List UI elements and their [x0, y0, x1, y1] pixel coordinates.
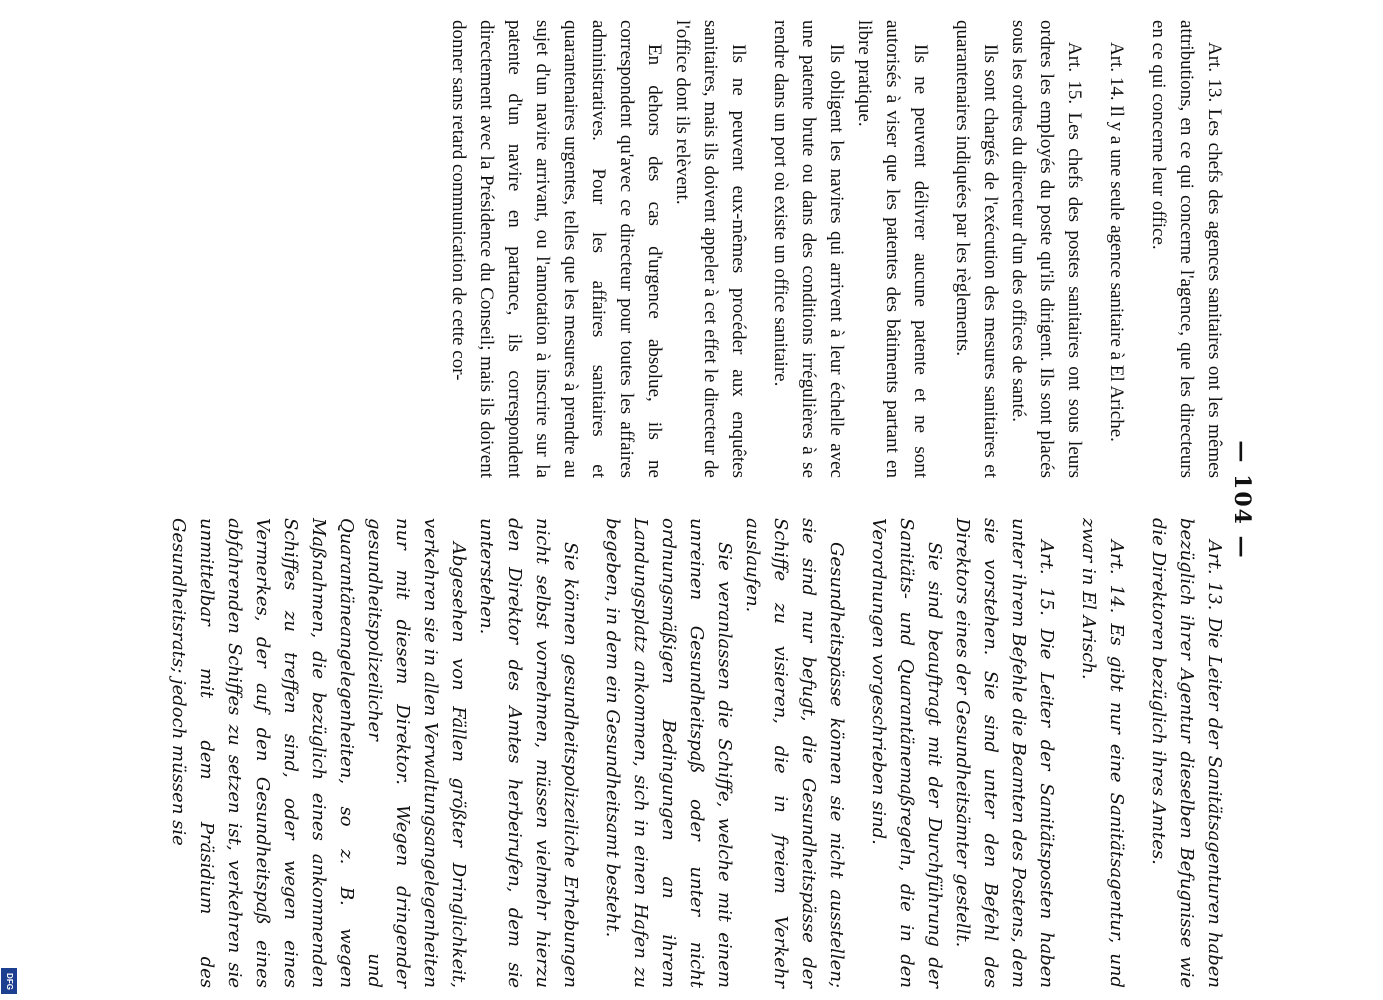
- german-paragraph: Sie können gesundheitspolizeiliche Erhebungen nicht selbst vornehmen, müssen vielmehr hierzu den Direktor des Amtes herbeirufen, dem sie unterstehen.: [476, 518, 581, 988]
- german-paragraph: Sie veranlassen die Schiffe, welche mit einem unreinen Gesundheitspaß oder unter nicht ordnungsmäßigen Bedingungen an ihrem Landungsplatz ankommen, sich in einen Hafen zu begeben, in dem ein Gesundheitsamt besteht.: [602, 518, 735, 988]
- digitization-credit-text: [0, 0, 2, 1000]
- german-text-column: [164, 518, 1228, 988]
- french-paragraph: En dehors des cas d'urgence absolue, ils ne correspondent qu'avec ce directeur pour toutes les affaires administratives. Pour les affaires sanitaires et quarantenaires urgentes, telles que les mesures à prendre au sujet d'un navire arrivant, ou l'annotation à inscrire sur la patente d'un navire en partance, ils correspondent directement avec la Présidence du Conseil; mais ils doivent donner sans retard communication de cette cor-: [448, 20, 665, 478]
- french-paragraph: Ils ne peuvent eux-mêmes procéder aux enquêtes sanitaires, mais ils doivent appeler à cet effet le directeur de l'office dont ils relèvent.: [672, 20, 749, 478]
- dfg-logo-text: DFG: [4, 972, 14, 990]
- french-paragraph: Ils sont chargés de l'exécution des mesures sanitaires et quarantenaires indiquées par les règlements.: [952, 20, 1001, 478]
- french-paragraph: Art. 15. Les chefs des postes sanitaires ont sous leurs ordres les employés du poste qu'ils dirigent. Ils sont placés sous les ordres du directeur d'un des offices de santé.: [1008, 20, 1085, 478]
- german-paragraph: Sie sind beauftragt mit der Durchführung der Sanitäts- und Quarantänemaßregeln, die in den Verordnungen vorgeschrieben sind.: [868, 518, 945, 988]
- french-paragraph: Ils obligent les navires qui arrivent à leur échelle avec une patente brute ou dans des conditions irrégulières à se rendre dans un port où existe un office sanitaire.: [770, 20, 847, 478]
- french-text-column: [444, 20, 1228, 478]
- page-number: — 104 —: [1229, 440, 1255, 560]
- french-paragraph: Art. 14. Il y a une seule agence sanitaire à El Ariche.: [1106, 42, 1127, 442]
- dfg-logo: [1, 968, 17, 994]
- digitization-credit: [0, 0, 20, 1000]
- german-paragraph: Art. 15. Die Leiter der Sanitätsposten haben unter ihrem Befehle die Beamten des Postens, dem sie vorstehen. Sie sind unter den Befehl des Direktors eines der Gesundheitsämter gestellt.: [952, 518, 1057, 988]
- german-paragraph: Art. 13. Die Leiter der Sanitätsagenturen haben bezüglich ihrer Agentur dieselben Befugnisse wie die Direktoren bezüglich ihres Amtes.: [1148, 518, 1225, 988]
- german-paragraph: Abgesehen von Fällen größter Dringlichkeit, verkehren sie in allen Verwaltungsangelegenheiten nur mit diesem Direktor. Wegen dringender gesundheitspolizeilicher und Quarantäneangelegenheiten, so z. B. wegen Maßnahmen, die bezüglich eines ankommenden Schiffes zu treffen sind, oder wegen eines Vermerkes, der auf den Gesundheitspaß eines abfahrenden Schiffes zu setzen ist, verkehren sie unmittelbar mit dem Präsidium des Gesundheitsrats; jedoch müssen sie: [168, 518, 469, 988]
- french-paragraph: Art. 13. Les chefs des agences sanitaires ont les mêmes attributions, en ce qui concerne l'agence, que les directeurs en ce qui concerne leur office.: [1148, 20, 1225, 478]
- german-paragraph: Gesundheitspässe können sie nicht ausstellen; sie sind nur befugt, die Gesundheitspässe der Schiffe zu visieren, die in freiem Verkehr auslaufen.: [742, 518, 847, 988]
- french-paragraph: Ils ne peuvent délivrer aucune patente et ne sont autorisés à viser que les patentes des bâtiments partant en libre pratique.: [854, 20, 931, 478]
- german-paragraph: Art. 14. Es gibt nur eine Sanitätsagentur, und zwar in El Arisch.: [1078, 518, 1127, 988]
